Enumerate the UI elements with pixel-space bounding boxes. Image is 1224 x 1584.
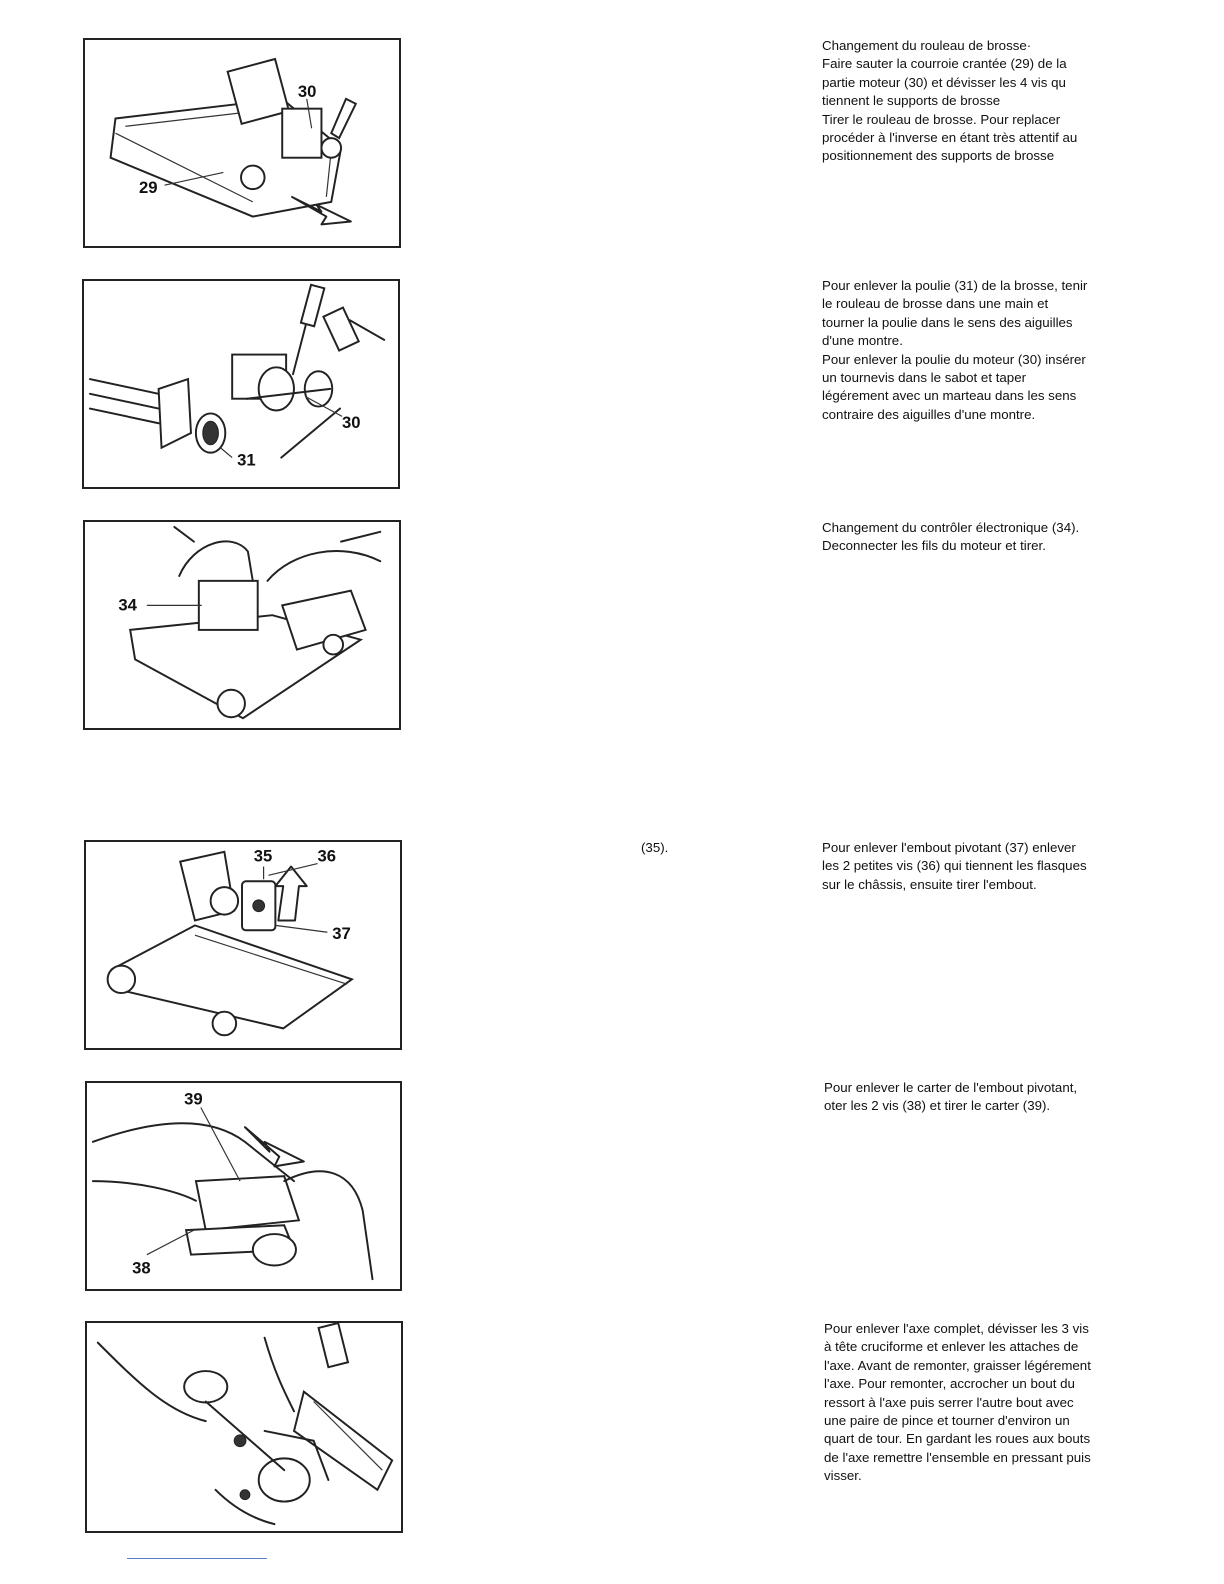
pivot-end-illustration (86, 842, 400, 1048)
text-line: tourner la poulie dans le sens des aiguilles (822, 314, 1073, 330)
text-line: l'axe. Pour remonter, accrocher un bout du (824, 1376, 1075, 1392)
axle-illustration (87, 1323, 401, 1531)
text-line: un tournevis dans le sabot et taper (822, 370, 1027, 386)
section-6-text (824, 1320, 1091, 1486)
cover-illustration (87, 1083, 400, 1289)
text-line: tiennent le supports de brosse (822, 93, 1001, 109)
text-line: de l'axe remettre l'ensemble en pressant puis (824, 1449, 1091, 1465)
section-4-text (822, 839, 1087, 894)
text-line: contraire des aiguilles d'une montre. (822, 406, 1036, 422)
text-line: Pour enlever l'axe complet, dévisser les 3 vis (824, 1321, 1089, 1336)
figure-pulley (82, 279, 400, 489)
text-line: légérement avec un marteau dans les sens (822, 388, 1077, 404)
callout-37: 37 (332, 924, 351, 944)
text-line: une paire de pince et tourner d'environ un (824, 1413, 1070, 1429)
text-line: sur le châssis, ensuite tirer l'embout. (822, 876, 1037, 892)
text-line: Pour enlever l'embout pivotant (37) enlever (822, 840, 1076, 855)
section-2-text (822, 277, 1087, 424)
text-line: Changement du rouleau de brosse· (822, 38, 1032, 53)
text-line: oter les 2 vis (38) et tirer le carter (39). (824, 1098, 1051, 1114)
section-5-text (824, 1079, 1077, 1116)
callout-30: 30 (297, 81, 317, 101)
callout-35: 35 (253, 846, 273, 866)
text-line: Pour enlever la poulie du moteur (30) insérer (822, 351, 1086, 367)
text-line: les 2 petites vis (36) qui tiennent les flasques (822, 858, 1087, 874)
text-line: le rouleau de brosse dans une main et (822, 296, 1049, 312)
section-3-text (822, 519, 1079, 556)
text-line: positionnement des supports de brosse (822, 148, 1055, 164)
callout-34: 34 (118, 595, 137, 615)
text-line: visser. (824, 1468, 862, 1484)
callout-38: 38 (132, 1258, 151, 1278)
callout-39: 39 (184, 1089, 203, 1109)
callout-30: 30 (342, 413, 361, 433)
pulley-illustration (84, 281, 398, 487)
text-line: Deconnecter les fils du moteur et tirer. (822, 538, 1046, 554)
middle-note: (35). (641, 840, 669, 855)
controller-illustration (85, 522, 399, 728)
figure-pivot-end (84, 840, 402, 1050)
text-line: Pour enlever la poulie (31) de la brosse, tenir (822, 278, 1088, 293)
text-line: Changement du contrôler électronique (34). (822, 520, 1080, 535)
section-1-text (822, 37, 1077, 166)
callout-29: 29 (139, 178, 158, 198)
figure-controller (83, 520, 401, 730)
text-line: d'une montre. (822, 333, 903, 349)
text-line: quart de tour. En gardant les roues aux bouts (824, 1431, 1091, 1447)
brush-roll-illustration (85, 40, 399, 246)
figure-brush-roll (83, 38, 401, 248)
text-line: à tête cruciforme et enlever les attaches de (824, 1339, 1079, 1355)
callout-36: 36 (317, 846, 337, 866)
figure-axle (85, 1321, 403, 1533)
callout-31: 31 (237, 450, 256, 470)
text-line: partie moteur (30) et dévisser les 4 vis qu (822, 74, 1066, 90)
text-line: Faire sauter la courroie crantée (29) de la (822, 56, 1067, 72)
figure-cover (85, 1081, 402, 1291)
footer-rule (127, 1558, 267, 1559)
text-line: Pour enlever le carter de l'embout pivotant, (824, 1080, 1078, 1095)
text-line: ressort à l'axe puis serrer l'autre bout avec (824, 1394, 1074, 1410)
text-line: Tirer le rouleau de brosse. Pour replacer (822, 111, 1061, 127)
text-line: procéder à l'inverse en étant très attentif au (822, 130, 1078, 146)
text-line: l'axe. Avant de remonter, graisser légérement (824, 1357, 1091, 1373)
